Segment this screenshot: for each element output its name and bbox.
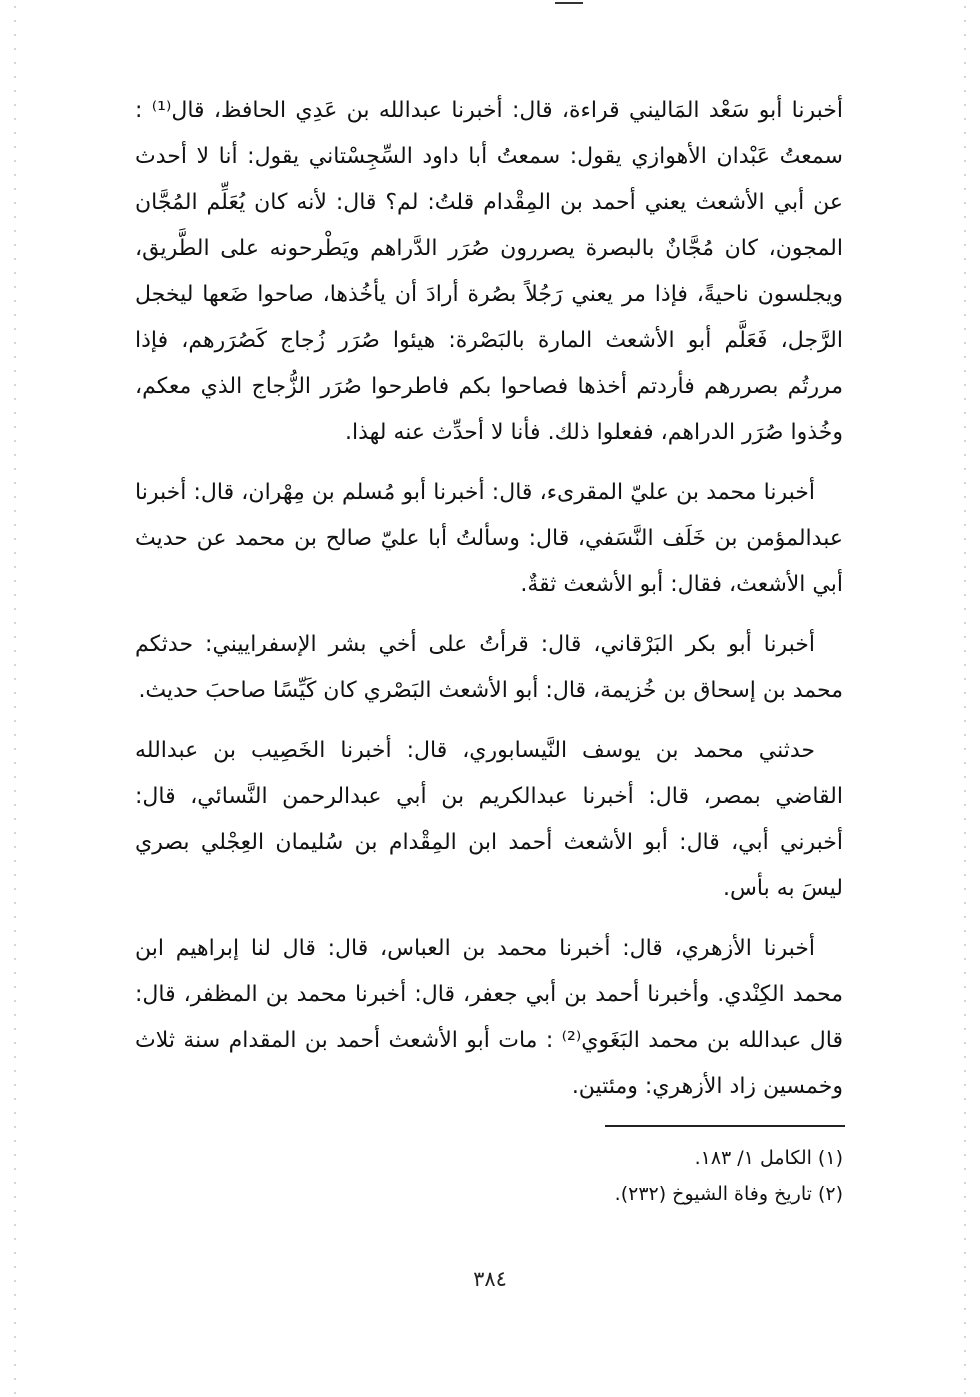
main-text xyxy=(135,88,843,1124)
footnote: (١) الكامل ١/ ١٨٣. xyxy=(694,1147,843,1169)
page-number: ٣٨٤ xyxy=(473,1267,507,1291)
right-scan-edge xyxy=(964,0,966,1397)
paragraph: أخبرنا أبو بكر البَرْقاني، قال: قرأتُ على أخي بشر الإسفراييني: حدثكم محمد بن إسحاق بن خُزيمة، قال: أبو الأشعث البَصْري كان كَيِّسًا صاحبَ حديث. xyxy=(135,632,843,703)
paragraph: أخبرنا الأزهري، قال: أخبرنا محمد بن العباس، قال: قال لنا إبراهيم ابن محمد الكِنْدي. وأخبرنا أحمد بن أبي جعفر، قال: أخبرنا محمد بن المظفر، قال: قال عبدالله بن محمد البَغَوي⁽²⁾ : مات أبو الأشعث أحمد بن المقدام سنة ثلاث وخمسين زاد الأزهري: ومئتين. xyxy=(135,936,843,1099)
left-scan-edge xyxy=(14,0,16,1397)
top-edge-mark xyxy=(555,2,583,4)
footnote: (٢) تاريخ وفاة الشيوخ (٢٣٢). xyxy=(614,1183,843,1205)
paragraph: أخبرنا أبو سَعْد المَاليني قراءة، قال: أخبرنا عبدالله بن عَدِي الحافظ، قال⁽¹⁾ : سمعتُ عَبْدان الأهوازي يقول: سمعتُ أبا داود السِّجِسْتاني يقول: أنا لا أحدث عن أبي الأشعث يعني أحمد بن المِقْدام قلتُ: لم؟ قال: لأنه كان يُعَلِّم المُجَّان المجون، كان مُجَّانٌ بالبصرة يصررون صُرَر الدَّراهم ويَطْرحونه على الطَّريق، ويجلسون ناحيةً، فإذا مر يعني رَجُلاً بصُرة أرادَ أن يأخُذها، صاحوا ضَعها ليخجل الرَّجل، فَعَلَّم أبو الأشعث المارة بالبَصْرة: هيئوا صُرَر زُجاج كَصُرَرهم، فإذا مررتُم بصررهم فأردتم أخذها فصاحوا بكم فاطرحوا صُرَر الزُّجاج الذي معكم، وخُذوا صُرَر الدراهم، ففعلوا ذلك. فأنا لا أحدِّث عنه لهذا. xyxy=(135,98,843,445)
footnotes xyxy=(135,1140,843,1212)
paragraph: أخبرنا محمد بن عليّ المقرىء، قال: أخبرنا أبو مُسلم بن مِهْران، قال: أخبرنا عبدالمؤمن بن خَلَف النَّسَفي، قال: وسألتُ أبا عليّ صالح بن محمد عن حديث أبي الأشعث، فقال: أبو الأشعث ثقةٌ. xyxy=(135,480,843,597)
footnote-separator xyxy=(605,1125,845,1127)
paragraph: حدثني محمد بن يوسف النَّيسابوري، قال: أخبرنا الخَصِيب بن عبدالله القاضي بمصر، قال: أخبرنا عبدالكريم بن أبي عبدالرحمن النَّسائي، قال: أخبرني أبي، قال: أبو الأشعث أحمد ابن المِقْدام بن سُليمان العِجْلي بصري ليسَ به بأس. xyxy=(135,738,843,901)
